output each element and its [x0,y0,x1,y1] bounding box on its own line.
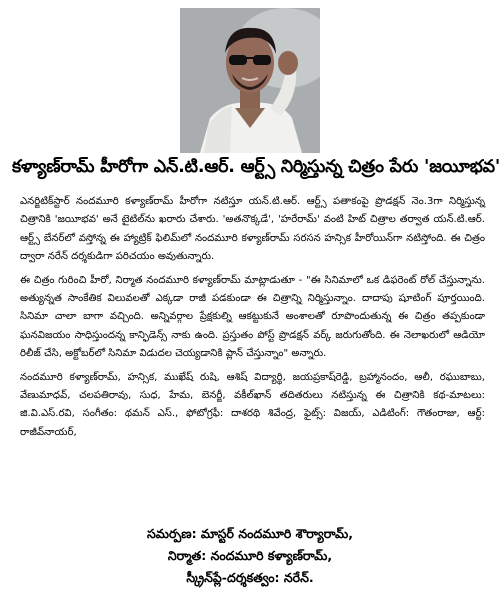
actor-portrait-icon [180,8,320,153]
credit-director: స్క్రీన్‌ప్లే-దర్శకత్వం: నరేన్‌. [186,570,314,585]
actor-photo [180,8,320,153]
article-body [20,193,485,447]
paragraph-quote: ఈ చిత్రం గురించి హీరో, నిర్మాత నందమూరి కళ్యాణ్‌రామ్‌ మాట్లాడుతూ - "ఈ సినిమాలో ఒక డిఫరెంట్‌ రోల్‌ చేస్తున్నాను. అత్యున్నత సాంకేతిక విలువలతో ఎక్కడా రాజీ పడకుండా ఈ చిత్రాన్ని నిర్మిస్తున్నాం. దాదాపు షూటింగ్‌ పూర్తయింది. సినిమా చాలా బాగా వచ్చింది. అన్నివర్గాల ప్రేక్షకుల్ని ఆకట్టుకునే అంశాలతో రూపొందుతున్న ఈ చిత్రం తప్పకుండా ఘనవిజయం సాధిస్తుందన్న కాన్ఫిడెన్స్‌ నాకు ఉంది. ప్రస్తుతం పోస్ట్‌ ప్రొడక్షన్‌ వర్క్‌ జరుగుతోంది. ఈ నెలాఖరులో ఆడియో రిలీజ్‌ చేసి, అక్టోబర్‌లో సినిమా విడుదల చెయ్యడానికి ప్లాన్‌ చేస్తున్నాం" అన్నారు. [20,274,485,360]
credit-producer: నిర్మాత: నందమూరి కళ్యాణ్‌రామ్‌, [167,548,333,563]
credits-block [20,523,480,589]
credit-presenter: సమర్పణ: మాస్టర్‌ నందమూరి శౌర్యారామ్‌, [147,526,353,541]
article-headline: కళ్యాణ్‌రామ్‌ హీరోగా ఎన్‌.టి.ఆర్‌. ఆర్ట్స్‌ నిర్మిస్తున్న చిత్రం పేరు 'జయీభవ' [12,157,500,177]
paragraph-intro: ఎనర్జిటిక్‌స్టార్‌ నందమూరి కళ్యాణ్‌రామ్‌ హీరోగా నటిస్తూ యన్‌.టి.ఆర్‌. ఆర్ట్స్‌ పతాకంపై ప్రొడక్షన్‌ నెం.3గా నిర్మిస్తున్న చిత్రానికి 'జయీభవ' అనే టైటిల్‌ను ఖరారు చేశారు. 'అతనొక్కడే', 'హరేరామ్‌' వంటి హిట్‌ చిత్రాల తర్వాత యన్‌.టి.ఆర్‌. ఆర్ట్స్‌ బేనర్‌లో వస్తోన్న ఈ హ్యాట్రిక్‌ ఫిలిమ్‌లో నందమూరి కళ్యాణ్‌రామ్‌ సరసన హన్సిక హీరోయిన్‌గా నటిస్తోంది. ఈ చిత్రం ద్వారా నరేన్‌ దర్శకుడిగా పరిచయం అవుతున్నారు. [20,196,485,263]
paragraph-cast-crew: నందమూరి కళ్యాణ్‌రామ్‌, హన్సిక, ముఖేష్‌ రుషి, ఆశిష్‌ విద్యార్థి, జయప్రకాష్‌రెడ్డి, బ్రహ్మానందం, ఆలీ, రఘుబాబు, వేణుమాధవ్‌, చలపతిరావు, సుధ, హేమ, బెనర్జీ, వకీల్‌ఖాన్‌ తదితరులు నటిస్తున్న ఈ చిత్రానికి కథ-మాటలు: జి.వి.ఎస్‌.రవి, సంగీతం: థమన్‌ ఎస్‌., ఫోటోగ్రఫీ: దాశరథి శివేంద్ర, ఫైట్స్‌: విజయ్‌, ఎడిటింగ్‌: గౌతంరాజు, ఆర్ట్‌: రాజీవ్‌నాయర్‌, [20,371,485,438]
